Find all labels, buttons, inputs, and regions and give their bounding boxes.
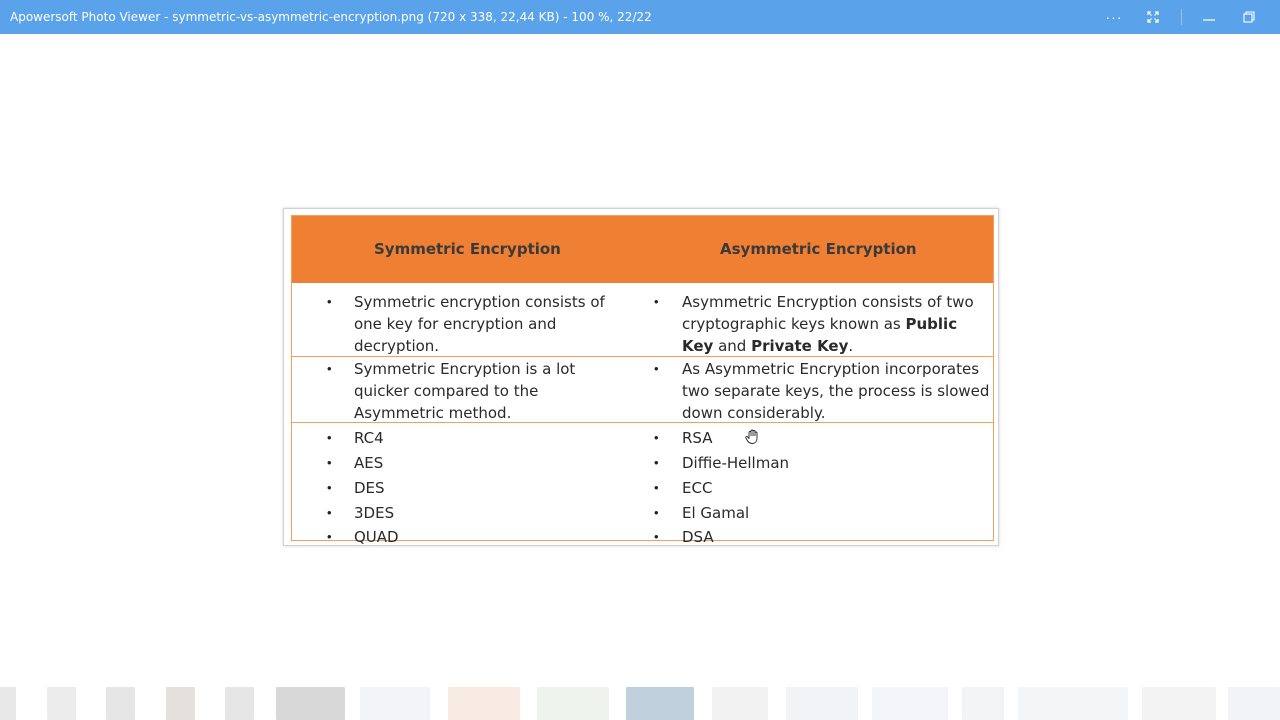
cell-text: DES	[354, 479, 385, 497]
thumbnail-strip[interactable]	[0, 684, 1280, 720]
cell-text: Symmetric Encryption is a lot	[354, 360, 576, 378]
cell-text: ECC	[682, 479, 713, 497]
cell-text: RC4	[354, 429, 384, 447]
header-symmetric: Symmetric Encryption	[374, 240, 561, 258]
restore-icon[interactable]	[1237, 6, 1261, 28]
bullet: •	[654, 361, 659, 376]
thumbnail[interactable]	[786, 687, 858, 720]
thumbnail[interactable]	[0, 687, 16, 720]
bullet: •	[327, 455, 332, 470]
bullet: •	[327, 294, 332, 309]
cell-text: cryptographic keys known as Public	[682, 315, 958, 333]
more-dots-icon[interactable]: ···	[1105, 9, 1123, 25]
thumbnail[interactable]	[225, 687, 254, 720]
cell-text: decryption.	[354, 337, 440, 355]
thumbnail[interactable]	[1018, 687, 1128, 720]
bullet: •	[327, 430, 332, 445]
table-header	[292, 216, 993, 283]
window-title: Apowersoft Photo Viewer - symmetric-vs-asymmetric-encryption.png (720 x 338, 22,44 KB) - 100 %, 22/22	[10, 10, 652, 24]
cell-text: down considerably.	[682, 404, 826, 422]
fullscreen-icon[interactable]	[1141, 6, 1165, 28]
thumbnail[interactable]	[1142, 687, 1216, 720]
hand-cursor-icon	[744, 428, 762, 446]
thumbnail[interactable]	[360, 687, 430, 720]
thumbnail[interactable]	[962, 687, 1004, 720]
bullet: •	[654, 294, 659, 309]
thumbnail[interactable]	[448, 687, 520, 720]
bullet: •	[327, 529, 332, 544]
thumbnail[interactable]	[106, 687, 135, 720]
minimize-icon[interactable]	[1197, 6, 1221, 28]
bullet: •	[654, 505, 659, 520]
cell-text: Symmetric encryption consists of	[354, 293, 605, 311]
cell-text: 3DES	[354, 504, 395, 522]
thumbnail[interactable]	[712, 687, 768, 720]
thumbnail[interactable]	[1228, 687, 1280, 720]
bullet: •	[654, 430, 659, 445]
thumbnail[interactable]	[47, 687, 76, 720]
cell-text: Key and Private Key.	[682, 337, 854, 355]
cell-text: RSA	[682, 429, 713, 447]
title-separator	[1181, 9, 1182, 25]
thumbnail[interactable]	[872, 687, 948, 720]
row-divider	[292, 422, 993, 423]
thumbnail[interactable]	[626, 687, 694, 720]
thumbnail[interactable]	[166, 687, 195, 720]
cell-text: DSA	[682, 528, 714, 546]
cell-text: Asymmetric Encryption consists of two	[682, 293, 974, 311]
thumbnail[interactable]	[537, 687, 609, 720]
thumbnail[interactable]	[276, 687, 345, 720]
cell-text: AES	[354, 454, 384, 472]
cell-text: two separate keys, the process is slowed	[682, 382, 990, 400]
bullet: •	[654, 529, 659, 544]
cell-text: As Asymmetric Encryption incorporates	[682, 360, 980, 378]
bullet: •	[654, 480, 659, 495]
encryption-comparison-table	[291, 215, 994, 546]
cell-text: Asymmetric method.	[354, 404, 512, 422]
displayed-image[interactable]	[283, 208, 999, 546]
cell-text: QUAD	[354, 528, 399, 546]
cell-text: quicker compared to the	[354, 382, 539, 400]
cell-text: one key for encryption and	[354, 315, 557, 333]
header-asymmetric: Asymmetric Encryption	[720, 240, 917, 258]
bullet: •	[654, 455, 659, 470]
bullet: •	[327, 480, 332, 495]
row-divider	[292, 356, 993, 357]
cell-text: Diffie-Hellman	[682, 454, 790, 472]
bullet: •	[327, 361, 332, 376]
cell-text: El Gamal	[682, 504, 750, 522]
title-bar	[0, 0, 1280, 34]
bullet: •	[327, 505, 332, 520]
